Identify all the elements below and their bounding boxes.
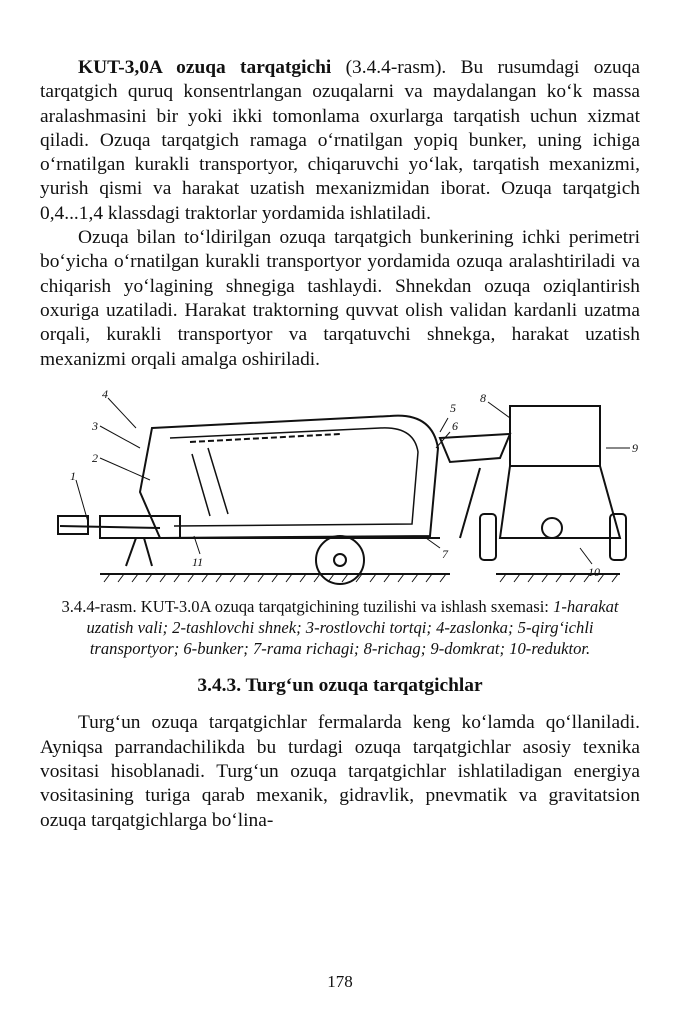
callout-10: 10 [588,564,600,579]
callout-1: 1 [70,468,76,483]
callout-3: 3 [92,418,98,433]
figure-caption [40,596,640,660]
bunker-inner [170,428,418,526]
feed-distributor-diagram [40,388,640,588]
machine-title: KUT-3,0A ozuqa tarqatgichi [78,57,332,78]
paragraph-2: Ozuqa bilan to‘ldirilgan ozuqa tarqatgich bunkerining ichki perimetri bo‘yicha o‘rnatilgan kurakli transportyor yordamida ozuqa aralashtiriladi va chiqarish yo‘lagining shnegiga tashlaydi. Shnekdan ozuqa oziqlantirish oxuriga uzatiladi. Harakat traktorning quvvat olish validan kardanli uzatma orqali, kurakli transportyor va tarqatuvchi shnekga, harakat uzatish mexanizmi orqali amalga oshiriladi. [40,227,640,370]
caption-lead: 3.4.4-rasm. KUT-3.0A ozuqa tarqatgichining tuzilishi va ishlash sxemasi: [61,596,554,616]
page-number: 178 [327,972,353,991]
rear-wheel-left [480,514,496,560]
conveyor-top [190,434,340,442]
reducer [542,518,562,538]
callout-8: 8 [480,390,486,405]
callout-7: 7 [442,546,448,561]
paragraph-1-text: (3.4.4-rasm). Bu rusumdagi ozuqa tarqatgich quruq konsentrlangan ozuqalarni va maydalangan ko‘k massa aralashmasini bir yoki ikki tomonlama oxurlarga tarqatish uchun xizmat qiladi. Ozuqa tarqatgich ramaga o‘rnatilgan yopiq bunker, uning ichiga o‘rnatilgan kurakli transportyor, chiqaruvchi yo‘lak, tarqatish mexanizmi, yurish qismi va harakat uzatish mexanizmidan iborat. Ozuqa tarqatgich 0,4...1,4 klassdagi traktorlar yordamida ishlatiladi. [40,57,640,224]
bunker-outline [140,415,438,537]
page-content [40,56,640,833]
pto-shaft [58,516,88,534]
paragraph-1 [40,56,640,226]
rear-bunker [510,406,600,466]
callout-9: 9 [632,440,638,455]
section-heading: 3.4.3. Turg‘un ozuqa tarqatgichlar [197,675,483,697]
rear-auger [460,468,480,538]
callout-2: 2 [92,450,98,465]
caption-items: 1-harakat uzatish vali; 2-tashlovchi shnek; 3-rostlovchi tortqi; 4-zaslonka; 5-qirg‘ichli transportyor; 6-bunker; 7-rama richagi; 8-richag; 9-domkrat; 10-reduktor. [86,596,619,659]
callout-5: 5 [450,400,456,415]
paragraph-3: Turg‘un ozuqa tarqatgichlar fermalarda keng ko‘lamda qo‘llaniladi. Ayniqsa parrandachilikda bu turdagi ozuqa tarqatgichlar asosiy texnika vositasi hisoblanadi. Turg‘un ozuqa tarqatgichlar ishlatiladigan energiya vositasining turiga qarab mexanik, gidravlik, pnevmatik va gravitatsion ozuqa tarqatgichlarga bo‘lina- [40,712,640,831]
rear-frame [500,466,620,538]
callout-6: 6 [452,418,458,433]
rear-ground-hatching [500,574,618,582]
ground-hatching [104,574,446,582]
diagram-drawing [40,388,640,588]
unload-channel [192,448,228,516]
rear-chute [440,434,510,462]
jack-stand [126,538,152,566]
wheel [316,536,364,584]
callout-11: 11 [192,554,204,569]
callout-4: 4 [102,387,108,401]
wheel-hub [334,554,346,566]
